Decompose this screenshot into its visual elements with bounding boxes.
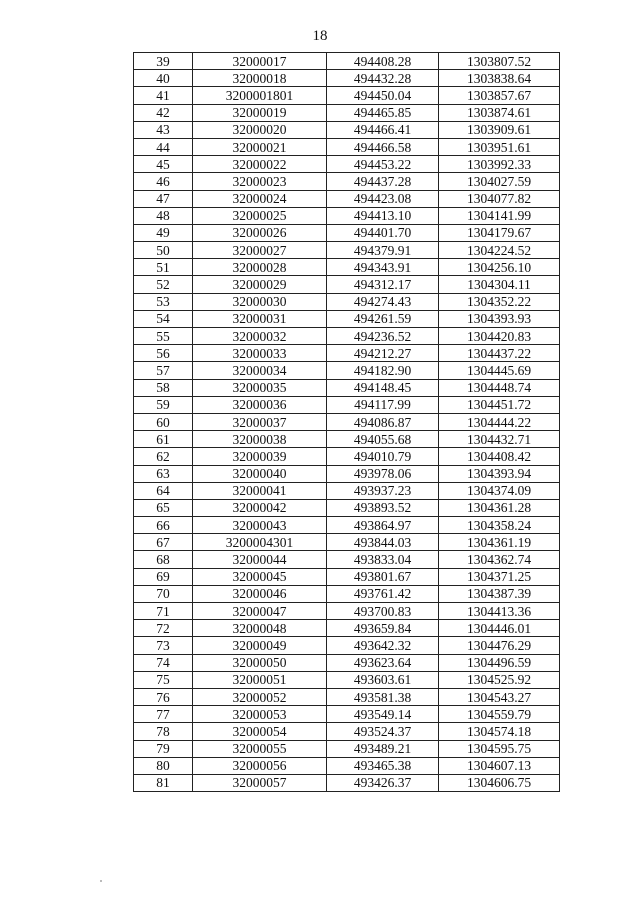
y-coordinate-cell: 1304607.13 xyxy=(439,757,560,774)
y-coordinate-cell: 1304141.99 xyxy=(439,207,560,224)
point-id-cell: 32000022 xyxy=(193,156,327,173)
point-id-cell: 32000045 xyxy=(193,568,327,585)
table-row xyxy=(134,413,560,430)
table-row xyxy=(134,138,560,155)
point-id-cell: 32000036 xyxy=(193,396,327,413)
y-coordinate-cell: 1304362.74 xyxy=(439,551,560,568)
point-id-cell: 32000050 xyxy=(193,654,327,671)
y-coordinate-cell: 1304543.27 xyxy=(439,688,560,705)
x-coordinate-cell: 494086.87 xyxy=(327,413,439,430)
y-coordinate-cell: 1304476.29 xyxy=(439,637,560,654)
table-row xyxy=(134,207,560,224)
row-number-cell: 44 xyxy=(134,138,193,155)
x-coordinate-cell: 494466.58 xyxy=(327,138,439,155)
y-coordinate-cell: 1303874.61 xyxy=(439,104,560,121)
x-coordinate-cell: 494182.90 xyxy=(327,362,439,379)
row-number-cell: 79 xyxy=(134,740,193,757)
y-coordinate-cell: 1304358.24 xyxy=(439,517,560,534)
table-row xyxy=(134,517,560,534)
y-coordinate-cell: 1304408.42 xyxy=(439,448,560,465)
table-row xyxy=(134,499,560,516)
x-coordinate-cell: 493489.21 xyxy=(327,740,439,757)
y-coordinate-cell: 1304595.75 xyxy=(439,740,560,757)
x-coordinate-cell: 494261.59 xyxy=(327,310,439,327)
x-coordinate-cell: 494450.04 xyxy=(327,87,439,104)
row-number-cell: 50 xyxy=(134,242,193,259)
point-id-cell: 32000055 xyxy=(193,740,327,757)
y-coordinate-cell: 1304387.39 xyxy=(439,585,560,602)
point-id-cell: 32000023 xyxy=(193,173,327,190)
x-coordinate-cell: 493581.38 xyxy=(327,688,439,705)
x-coordinate-cell: 493937.23 xyxy=(327,482,439,499)
row-number-cell: 71 xyxy=(134,603,193,620)
row-number-cell: 58 xyxy=(134,379,193,396)
table-row xyxy=(134,53,560,70)
table-row xyxy=(134,585,560,602)
table-row xyxy=(134,156,560,173)
point-id-cell: 32000039 xyxy=(193,448,327,465)
y-coordinate-cell: 1304393.94 xyxy=(439,465,560,482)
y-coordinate-cell: 1304027.59 xyxy=(439,173,560,190)
point-id-cell: 32000053 xyxy=(193,706,327,723)
table-row xyxy=(134,224,560,241)
x-coordinate-cell: 493801.67 xyxy=(327,568,439,585)
row-number-cell: 81 xyxy=(134,774,193,791)
point-id-cell: 32000042 xyxy=(193,499,327,516)
row-number-cell: 70 xyxy=(134,585,193,602)
x-coordinate-cell: 493603.61 xyxy=(327,671,439,688)
point-id-cell: 32000046 xyxy=(193,585,327,602)
table-row xyxy=(134,637,560,654)
table-row xyxy=(134,688,560,705)
y-coordinate-cell: 1304361.28 xyxy=(439,499,560,516)
row-number-cell: 74 xyxy=(134,654,193,671)
page-number: 18 xyxy=(312,28,328,44)
row-number-cell: 42 xyxy=(134,104,193,121)
point-id-cell: 32000043 xyxy=(193,517,327,534)
row-number-cell: 62 xyxy=(134,448,193,465)
table-row xyxy=(134,293,560,310)
point-id-cell: 3200001801 xyxy=(193,87,327,104)
row-number-cell: 64 xyxy=(134,482,193,499)
point-id-cell: 32000027 xyxy=(193,242,327,259)
point-id-cell: 32000044 xyxy=(193,551,327,568)
row-number-cell: 60 xyxy=(134,413,193,430)
y-coordinate-cell: 1304606.75 xyxy=(439,774,560,791)
row-number-cell: 43 xyxy=(134,121,193,138)
x-coordinate-cell: 493659.84 xyxy=(327,620,439,637)
scan-speck xyxy=(100,880,102,882)
table-row xyxy=(134,431,560,448)
row-number-cell: 78 xyxy=(134,723,193,740)
y-coordinate-cell: 1304224.52 xyxy=(439,242,560,259)
y-coordinate-cell: 1303857.67 xyxy=(439,87,560,104)
x-coordinate-cell: 494423.08 xyxy=(327,190,439,207)
x-coordinate-cell: 494312.17 xyxy=(327,276,439,293)
table-row xyxy=(134,757,560,774)
table-row xyxy=(134,654,560,671)
point-id-cell: 3200004301 xyxy=(193,534,327,551)
x-coordinate-cell: 493864.97 xyxy=(327,517,439,534)
row-number-cell: 47 xyxy=(134,190,193,207)
row-number-cell: 68 xyxy=(134,551,193,568)
y-coordinate-cell: 1304448.74 xyxy=(439,379,560,396)
table-row xyxy=(134,723,560,740)
y-coordinate-cell: 1304361.19 xyxy=(439,534,560,551)
x-coordinate-cell: 494379.91 xyxy=(327,242,439,259)
table-row xyxy=(134,173,560,190)
y-coordinate-cell: 1304179.67 xyxy=(439,224,560,241)
row-number-cell: 61 xyxy=(134,431,193,448)
x-coordinate-cell: 494466.41 xyxy=(327,121,439,138)
x-coordinate-cell: 493833.04 xyxy=(327,551,439,568)
x-coordinate-cell: 494212.27 xyxy=(327,345,439,362)
y-coordinate-cell: 1304445.69 xyxy=(439,362,560,379)
table-row xyxy=(134,121,560,138)
row-number-cell: 54 xyxy=(134,310,193,327)
point-id-cell: 32000028 xyxy=(193,259,327,276)
x-coordinate-cell: 494413.10 xyxy=(327,207,439,224)
table-row xyxy=(134,87,560,104)
point-id-cell: 32000034 xyxy=(193,362,327,379)
point-id-cell: 32000019 xyxy=(193,104,327,121)
table-row xyxy=(134,310,560,327)
point-id-cell: 32000029 xyxy=(193,276,327,293)
point-id-cell: 32000048 xyxy=(193,620,327,637)
y-coordinate-cell: 1304371.25 xyxy=(439,568,560,585)
y-coordinate-cell: 1304352.22 xyxy=(439,293,560,310)
point-id-cell: 32000024 xyxy=(193,190,327,207)
row-number-cell: 56 xyxy=(134,345,193,362)
table-row xyxy=(134,259,560,276)
table-row xyxy=(134,70,560,87)
x-coordinate-cell: 493465.38 xyxy=(327,757,439,774)
row-number-cell: 53 xyxy=(134,293,193,310)
row-number-cell: 63 xyxy=(134,465,193,482)
row-number-cell: 49 xyxy=(134,224,193,241)
coordinates-table xyxy=(133,52,560,792)
x-coordinate-cell: 494274.43 xyxy=(327,293,439,310)
row-number-cell: 69 xyxy=(134,568,193,585)
x-coordinate-cell: 494408.28 xyxy=(327,53,439,70)
row-number-cell: 80 xyxy=(134,757,193,774)
point-id-cell: 32000049 xyxy=(193,637,327,654)
point-id-cell: 32000017 xyxy=(193,53,327,70)
table-row xyxy=(134,276,560,293)
x-coordinate-cell: 494148.45 xyxy=(327,379,439,396)
x-coordinate-cell: 493426.37 xyxy=(327,774,439,791)
point-id-cell: 32000051 xyxy=(193,671,327,688)
row-number-cell: 57 xyxy=(134,362,193,379)
row-number-cell: 46 xyxy=(134,173,193,190)
row-number-cell: 73 xyxy=(134,637,193,654)
table-row xyxy=(134,448,560,465)
table-row xyxy=(134,190,560,207)
y-coordinate-cell: 1304374.09 xyxy=(439,482,560,499)
point-id-cell: 32000021 xyxy=(193,138,327,155)
table-row xyxy=(134,379,560,396)
table-row xyxy=(134,774,560,791)
y-coordinate-cell: 1304444.22 xyxy=(439,413,560,430)
x-coordinate-cell: 494236.52 xyxy=(327,328,439,345)
row-number-cell: 55 xyxy=(134,328,193,345)
row-number-cell: 45 xyxy=(134,156,193,173)
x-coordinate-cell: 493524.37 xyxy=(327,723,439,740)
y-coordinate-cell: 1304304.11 xyxy=(439,276,560,293)
row-number-cell: 67 xyxy=(134,534,193,551)
table-row xyxy=(134,671,560,688)
x-coordinate-cell: 494437.28 xyxy=(327,173,439,190)
y-coordinate-cell: 1304451.72 xyxy=(439,396,560,413)
y-coordinate-cell: 1303838.64 xyxy=(439,70,560,87)
table-row xyxy=(134,706,560,723)
row-number-cell: 59 xyxy=(134,396,193,413)
x-coordinate-cell: 493700.83 xyxy=(327,603,439,620)
y-coordinate-cell: 1304446.01 xyxy=(439,620,560,637)
y-coordinate-cell: 1303909.61 xyxy=(439,121,560,138)
point-id-cell: 32000052 xyxy=(193,688,327,705)
point-id-cell: 32000056 xyxy=(193,757,327,774)
point-id-cell: 32000040 xyxy=(193,465,327,482)
x-coordinate-cell: 494432.28 xyxy=(327,70,439,87)
point-id-cell: 32000018 xyxy=(193,70,327,87)
row-number-cell: 65 xyxy=(134,499,193,516)
table-row xyxy=(134,465,560,482)
row-number-cell: 52 xyxy=(134,276,193,293)
y-coordinate-cell: 1303951.61 xyxy=(439,138,560,155)
row-number-cell: 75 xyxy=(134,671,193,688)
y-coordinate-cell: 1304574.18 xyxy=(439,723,560,740)
point-id-cell: 32000035 xyxy=(193,379,327,396)
x-coordinate-cell: 494401.70 xyxy=(327,224,439,241)
point-id-cell: 32000057 xyxy=(193,774,327,791)
y-coordinate-cell: 1304525.92 xyxy=(439,671,560,688)
row-number-cell: 66 xyxy=(134,517,193,534)
y-coordinate-cell: 1304496.59 xyxy=(439,654,560,671)
y-coordinate-cell: 1304432.71 xyxy=(439,431,560,448)
x-coordinate-cell: 494343.91 xyxy=(327,259,439,276)
y-coordinate-cell: 1303807.52 xyxy=(439,53,560,70)
x-coordinate-cell: 494465.85 xyxy=(327,104,439,121)
x-coordinate-cell: 493893.52 xyxy=(327,499,439,516)
table-row xyxy=(134,242,560,259)
point-id-cell: 32000032 xyxy=(193,328,327,345)
point-id-cell: 32000030 xyxy=(193,293,327,310)
x-coordinate-cell: 494453.22 xyxy=(327,156,439,173)
point-id-cell: 32000047 xyxy=(193,603,327,620)
x-coordinate-cell: 494010.79 xyxy=(327,448,439,465)
point-id-cell: 32000025 xyxy=(193,207,327,224)
point-id-cell: 32000037 xyxy=(193,413,327,430)
table-row xyxy=(134,104,560,121)
row-number-cell: 40 xyxy=(134,70,193,87)
point-id-cell: 32000054 xyxy=(193,723,327,740)
y-coordinate-cell: 1304420.83 xyxy=(439,328,560,345)
y-coordinate-cell: 1304437.22 xyxy=(439,345,560,362)
row-number-cell: 77 xyxy=(134,706,193,723)
y-coordinate-cell: 1304393.93 xyxy=(439,310,560,327)
table-row xyxy=(134,551,560,568)
table-row xyxy=(134,740,560,757)
x-coordinate-cell: 494117.99 xyxy=(327,396,439,413)
table-row xyxy=(134,603,560,620)
table-row xyxy=(134,362,560,379)
y-coordinate-cell: 1304256.10 xyxy=(439,259,560,276)
point-id-cell: 32000033 xyxy=(193,345,327,362)
table-row xyxy=(134,534,560,551)
x-coordinate-cell: 493642.32 xyxy=(327,637,439,654)
x-coordinate-cell: 493623.64 xyxy=(327,654,439,671)
row-number-cell: 41 xyxy=(134,87,193,104)
x-coordinate-cell: 493761.42 xyxy=(327,585,439,602)
x-coordinate-cell: 493844.03 xyxy=(327,534,439,551)
y-coordinate-cell: 1304413.36 xyxy=(439,603,560,620)
row-number-cell: 72 xyxy=(134,620,193,637)
x-coordinate-cell: 494055.68 xyxy=(327,431,439,448)
y-coordinate-cell: 1303992.33 xyxy=(439,156,560,173)
coordinates-table-body xyxy=(134,53,560,792)
table-row xyxy=(134,568,560,585)
point-id-cell: 32000038 xyxy=(193,431,327,448)
row-number-cell: 48 xyxy=(134,207,193,224)
row-number-cell: 51 xyxy=(134,259,193,276)
table-row xyxy=(134,328,560,345)
y-coordinate-cell: 1304559.79 xyxy=(439,706,560,723)
point-id-cell: 32000020 xyxy=(193,121,327,138)
row-number-cell: 39 xyxy=(134,53,193,70)
table-row xyxy=(134,482,560,499)
table-row xyxy=(134,396,560,413)
table-row xyxy=(134,345,560,362)
point-id-cell: 32000041 xyxy=(193,482,327,499)
table-row xyxy=(134,620,560,637)
x-coordinate-cell: 493549.14 xyxy=(327,706,439,723)
point-id-cell: 32000031 xyxy=(193,310,327,327)
row-number-cell: 76 xyxy=(134,688,193,705)
y-coordinate-cell: 1304077.82 xyxy=(439,190,560,207)
point-id-cell: 32000026 xyxy=(193,224,327,241)
x-coordinate-cell: 493978.06 xyxy=(327,465,439,482)
